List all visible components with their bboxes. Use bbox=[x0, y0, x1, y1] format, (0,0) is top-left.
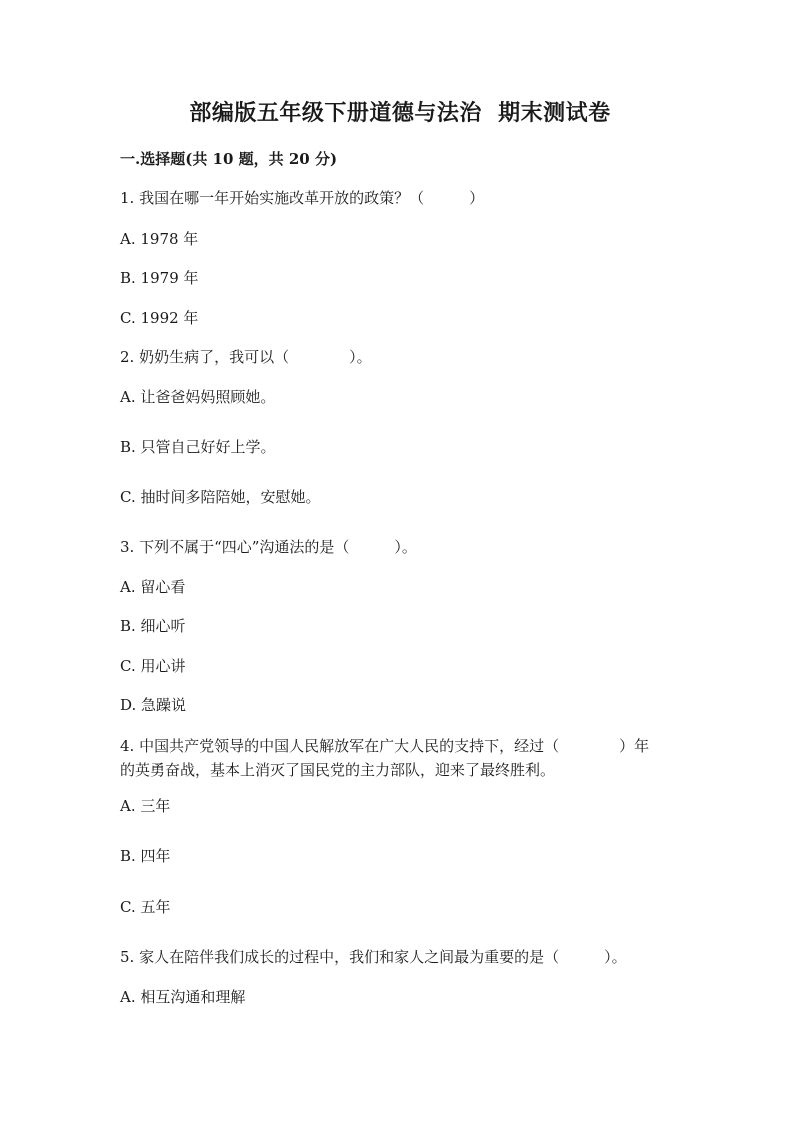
question-2-option-c[interactable]: C. 抽时间多陪陪她，安慰她。 bbox=[120, 488, 321, 506]
question-5-stem: 5. 家人在陪伴我们成长的过程中，我们和家人之间最为重要的是（ ）。 bbox=[120, 948, 627, 966]
question-4-stem-line1: 4. 中国共产党领导的中国人民解放军在广大人民的支持下，经过（ ）年 bbox=[120, 737, 650, 755]
question-1-option-a[interactable]: A. 1978 年 bbox=[120, 230, 199, 248]
question-4-stem bbox=[120, 734, 680, 782]
question-3-stem: 3. 下列不属于“四心”沟通法的是（ ）。 bbox=[120, 538, 417, 556]
question-4-option-a[interactable]: A. 三年 bbox=[120, 797, 171, 815]
question-3-option-b[interactable]: B. 细心听 bbox=[120, 617, 186, 635]
page-title: 部编版五年级下册道德与法治 期末测试卷 bbox=[189, 100, 611, 126]
question-3-option-d[interactable]: D. 急躁说 bbox=[120, 696, 187, 714]
question-5-option-a[interactable]: A. 相互沟通和理解 bbox=[120, 988, 246, 1006]
section-heading: 一.选择题(共 10 题，共 20 分) bbox=[120, 150, 338, 168]
question-2-option-b[interactable]: B. 只管自己好好上学。 bbox=[120, 438, 276, 456]
question-2-stem: 2. 奶奶生病了，我可以（ ）。 bbox=[120, 348, 372, 366]
question-1-stem: 1. 我国在哪一年开始实施改革开放的政策？（ ） bbox=[120, 189, 485, 207]
question-3-option-c[interactable]: C. 用心讲 bbox=[120, 657, 186, 675]
question-1-option-c[interactable]: C. 1992 年 bbox=[120, 309, 199, 327]
question-3-option-a[interactable]: A. 留心看 bbox=[120, 578, 186, 596]
question-1-option-b[interactable]: B. 1979 年 bbox=[120, 269, 199, 287]
question-4-stem-line2: 的英勇奋战，基本上消灭了国民党的主力部队，迎来了最终胜利。 bbox=[120, 761, 556, 779]
question-4-option-b[interactable]: B. 四年 bbox=[120, 847, 171, 865]
question-2-option-a[interactable]: A. 让爸爸妈妈照顾她。 bbox=[120, 388, 276, 406]
question-4-option-c[interactable]: C. 五年 bbox=[120, 898, 171, 916]
